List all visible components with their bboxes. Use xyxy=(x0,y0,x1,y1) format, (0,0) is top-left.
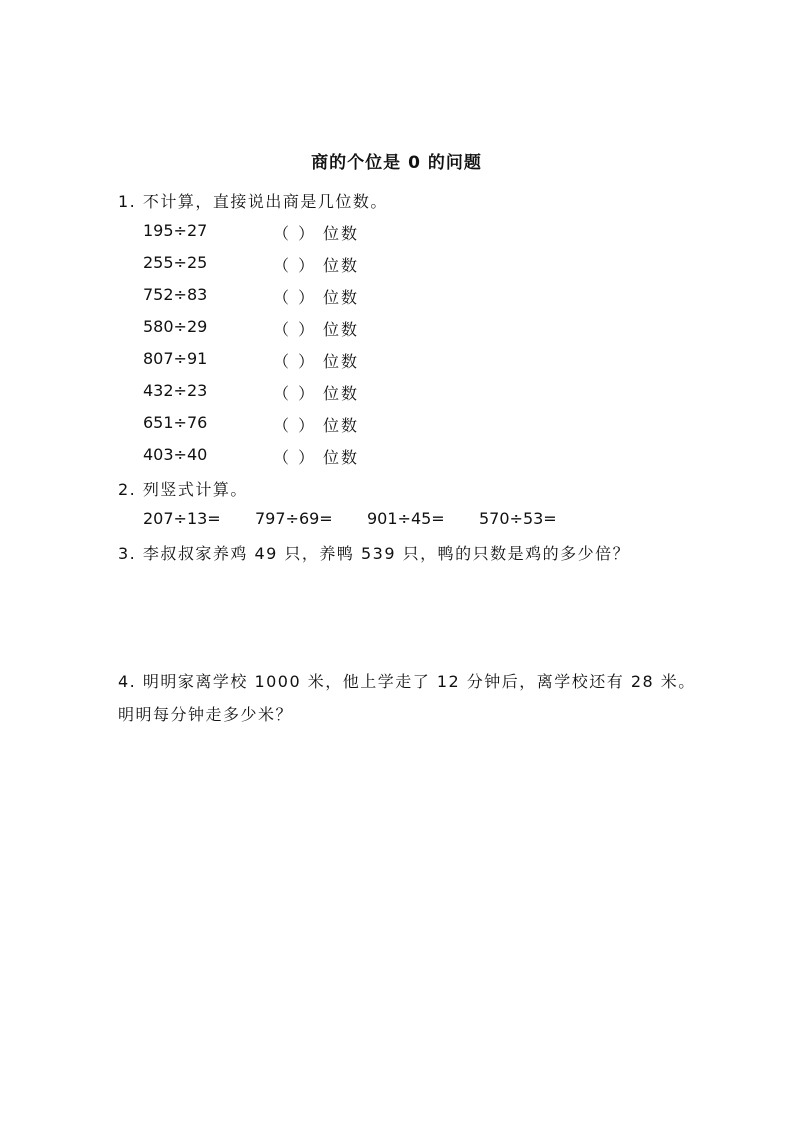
unit-label: 位数 xyxy=(323,352,360,371)
answer-blank[interactable]: （ ） xyxy=(273,448,317,467)
division-expression: 403÷40 xyxy=(143,445,208,464)
answer-blank[interactable]: （ ） xyxy=(273,384,317,403)
division-expression: 651÷76 xyxy=(143,413,208,432)
question-1-list xyxy=(143,221,463,477)
vertical-calc-item: 901÷45= xyxy=(367,509,445,528)
question-1-heading: 1. 不计算，直接说出商是几位数。 xyxy=(118,192,388,211)
vertical-calc-item: 207÷13= xyxy=(143,509,221,528)
division-expression: 752÷83 xyxy=(143,285,208,304)
question-3-text: 3. 李叔叔家养鸡 49 只，养鸭 539 只，鸭的只数是鸡的多少倍？ xyxy=(118,544,631,563)
question-1-row xyxy=(143,285,463,317)
division-expression: 432÷23 xyxy=(143,381,208,400)
question-1-row xyxy=(143,317,463,349)
question-1-row xyxy=(143,381,463,413)
answer-blank[interactable]: （ ） xyxy=(273,256,317,275)
question-4-text-line-1: 4. 明明家离学校 1000 米，他上学走了 12 分钟后，离学校还有 28 米。 xyxy=(118,672,696,691)
unit-label: 位数 xyxy=(323,384,360,403)
answer-blank[interactable]: （ ） xyxy=(273,416,317,435)
answer-blank[interactable]: （ ） xyxy=(273,352,317,371)
division-expression: 580÷29 xyxy=(143,317,208,336)
unit-label: 位数 xyxy=(323,416,360,435)
question-1-row xyxy=(143,349,463,381)
question-2-items xyxy=(143,509,603,533)
unit-label: 位数 xyxy=(323,288,360,307)
answer-blank[interactable]: （ ） xyxy=(273,224,317,243)
question-1-row xyxy=(143,413,463,445)
question-4-text-line-2: 明明每分钟走多少米？ xyxy=(118,705,294,724)
division-expression: 195÷27 xyxy=(143,221,208,240)
page-title: 商的个位是 0 的问题 xyxy=(311,153,482,173)
vertical-calc-item: 570÷53= xyxy=(479,509,557,528)
question-1-row xyxy=(143,221,463,253)
question-1-row xyxy=(143,445,463,477)
vertical-calc-item: 797÷69= xyxy=(255,509,333,528)
division-expression: 255÷25 xyxy=(143,253,208,272)
unit-label: 位数 xyxy=(323,224,360,243)
division-expression: 807÷91 xyxy=(143,349,208,368)
question-2-heading: 2. 列竖式计算。 xyxy=(118,480,248,499)
unit-label: 位数 xyxy=(323,256,360,275)
answer-blank[interactable]: （ ） xyxy=(273,288,317,307)
answer-blank[interactable]: （ ） xyxy=(273,320,317,339)
unit-label: 位数 xyxy=(323,320,360,339)
question-1-row xyxy=(143,253,463,285)
unit-label: 位数 xyxy=(323,448,360,467)
